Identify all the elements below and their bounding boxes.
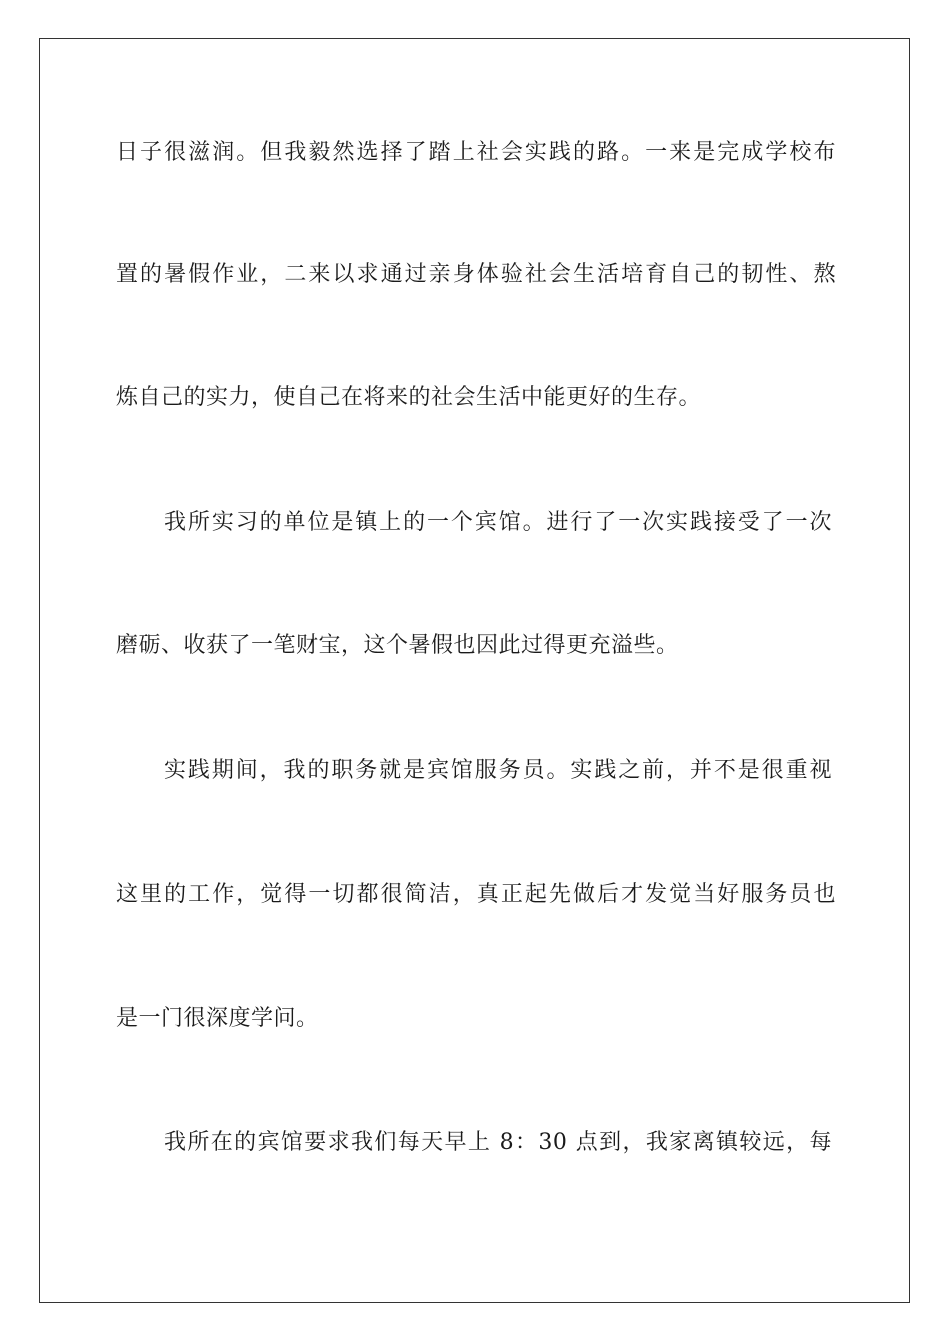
text-line-5: 磨砺、收获了一笔财宝，这个暑假也因此过得更充溢些。	[116, 633, 679, 658]
text-line-8: 是一门很深度学问。	[116, 1006, 319, 1031]
page-border	[39, 38, 910, 1303]
text-line-2: 置的暑假作业，二来以求通过亲身体验社会生活培育自己的韧性、熬	[116, 262, 836, 287]
text-line-9: 我所在的宾馆要求我们每天早上 8：30 点到，我家离镇较远，每	[164, 1130, 832, 1155]
text-line-1: 日子很滋润。但我毅然选择了踏上社会实践的路。一来是完成学校布	[116, 140, 836, 165]
text-line-4: 我所实习的单位是镇上的一个宾馆。进行了一次实践接受了一次	[164, 510, 832, 535]
text-line-6: 实践期间，我的职务就是宾馆服务员。实践之前，并不是很重视	[164, 758, 832, 783]
text-line-7: 这里的工作，觉得一切都很简洁，真正起先做后才发觉当好服务员也	[116, 882, 836, 907]
text-line-3: 炼自己的实力，使自己在将来的社会生活中能更好的生存。	[116, 385, 702, 410]
